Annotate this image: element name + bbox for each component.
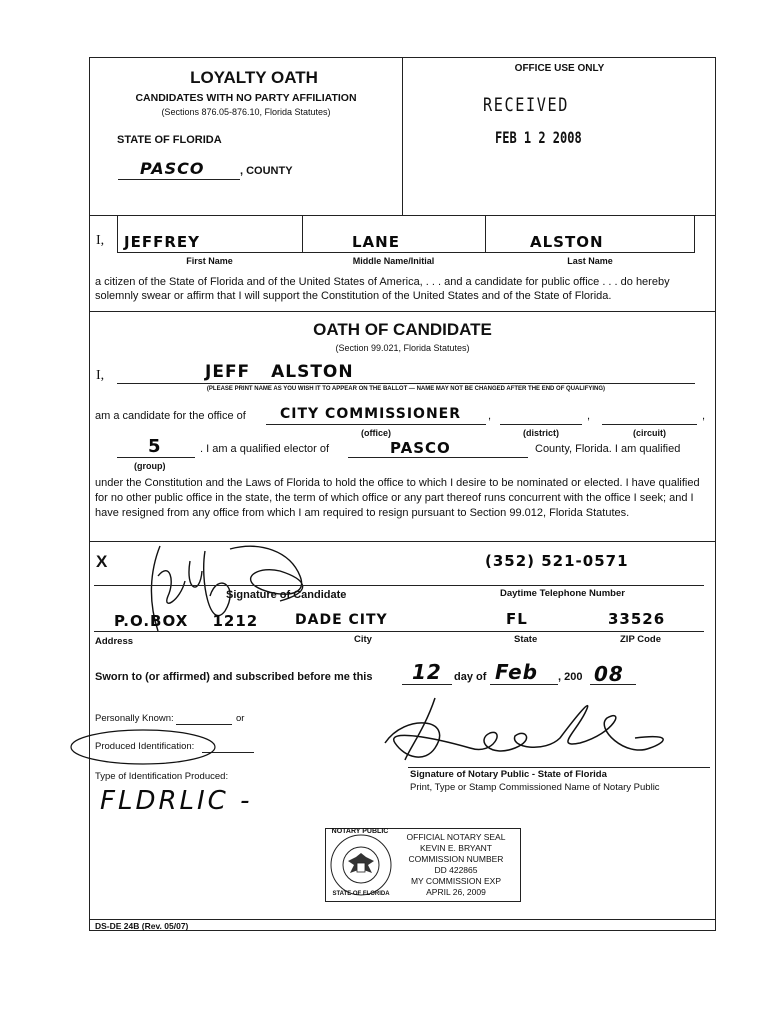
name-box-divider-1: [302, 215, 303, 253]
phone-label: Daytime Telephone Number: [500, 588, 625, 599]
office-underline: [266, 424, 486, 425]
notary-signature-label: Signature of Notary Public - State of Florida: [410, 769, 607, 780]
address-label: Address: [95, 636, 134, 647]
notary-print-label: Print, Type or Stamp Commissioned Name of Notary Public: [410, 782, 660, 793]
notary-signature-underline: [408, 767, 710, 768]
oath-body: under the Constitution and the Laws of Florida to hold the office to which I desire to be nominated or elected. I have qualified for no other public office in the state, the term of which office or any part thereof runs concurrent with the office I seek; and I have resigned from any office from which I am required to resign pursuant to Section 99.012, Florida Statutes.: [95, 477, 700, 519]
sworn-year-underline: [590, 684, 636, 685]
middle-name-label: Middle Name/Initial: [352, 256, 435, 266]
ballot-name-underline: [117, 383, 695, 384]
form-statutes: (Sections 876.05-876.10, Florida Statutes): [161, 107, 331, 117]
notary-eagle-seal: [328, 831, 394, 899]
address-underline: [94, 631, 704, 632]
sworn-day-of: day of: [454, 671, 487, 683]
x-mark: X: [96, 552, 108, 571]
first-name-value: JEFFREY: [124, 233, 200, 251]
office-value: CITY COMMISSIONER: [280, 406, 462, 422]
oath-prefix: I,: [96, 368, 105, 383]
first-name-label: First Name: [186, 256, 233, 266]
office-intro: am a candidate for the office of: [95, 410, 246, 422]
seal-line-1: OFFICIAL NOTARY SEAL: [406, 832, 506, 842]
office-comma-3: ,: [702, 410, 706, 422]
form-number: DS-DE 24B (Rev. 05/07): [95, 921, 189, 931]
circuit-underline: [602, 424, 697, 425]
form-title: LOYALTY OATH: [190, 68, 318, 87]
state-value: FL: [506, 610, 528, 628]
group-value: 5: [148, 436, 162, 457]
group-label: (group): [134, 461, 166, 471]
sworn-day-underline: [402, 684, 452, 685]
personally-known-label: Personally Known:: [95, 713, 174, 724]
produced-id-circle: [68, 726, 218, 768]
sworn-month-value: Feb: [495, 660, 538, 684]
ballot-name-note: (PLEASE PRINT NAME AS YOU WISH IT TO APPEAR ON THE BALLOT — NAME MAY NOT BE CHANGED AFTER THE END OF QUALIFYING): [206, 386, 606, 392]
office-comma-2: ,: [587, 410, 591, 422]
id-type-label: Type of Identification Produced:: [95, 771, 229, 782]
oath-section-rule: [90, 311, 715, 312]
personally-known-underline: [176, 724, 232, 725]
produced-id-label: Produced Identification:: [95, 741, 195, 752]
ballot-name-value: JEFF ALSTON: [205, 362, 354, 382]
state-field-label: State: [514, 634, 538, 645]
office-use-divider: [402, 58, 403, 215]
city-value: DADE CITY: [295, 612, 388, 628]
middle-name-value: LANE: [352, 233, 400, 251]
sworn-text: Sworn to (or affirmed) and subscribed before me this: [95, 671, 373, 683]
notary-seal-stamp: [325, 828, 521, 902]
last-name-value: ALSTON: [530, 233, 604, 251]
seal-line-3: COMMISSION NUMBER: [408, 854, 504, 864]
city-label: City: [354, 634, 372, 645]
sworn-year-prefix: , 200: [558, 671, 583, 683]
office-comma-1: ,: [488, 410, 492, 422]
loyalty-statement: a citizen of the State of Florida and of the United States of America, . . . and a candidate for public office . . . do hereby solemnly swear or affirm that I will support the Constitution of the United States and of the State of Florida.: [95, 276, 670, 302]
county-underline: [118, 179, 240, 180]
oath-statute: (Section 99.021, Florida Statutes): [335, 343, 470, 353]
sworn-year-value: 08: [594, 662, 624, 686]
address-value: P.O.BOX 1212: [114, 612, 259, 630]
seal-ring-top: NOTARY PUBLIC: [331, 828, 389, 835]
seal-ring-bottom: STATE OF FLORIDA: [332, 891, 390, 897]
zip-value: 33526: [608, 610, 666, 628]
district-label: (district): [523, 428, 559, 438]
phone-value: (352) 521-0571: [485, 552, 629, 570]
name-prefix: I,: [96, 233, 105, 248]
county-value: PASCO: [140, 159, 205, 178]
seal-line-6: APRIL 26, 2009: [426, 887, 486, 897]
county-qualified-text: County, Florida. I am qualified: [535, 443, 681, 455]
footer-rule: [90, 919, 715, 920]
circuit-label: (circuit): [632, 428, 666, 438]
elector-county-underline: [348, 457, 528, 458]
form-subtitle: CANDIDATES WITH NO PARTY AFFILIATION: [135, 92, 357, 104]
oath-title: OATH OF CANDIDATE: [313, 320, 492, 339]
elector-county-value: PASCO: [390, 439, 451, 457]
name-box: [117, 215, 695, 253]
received-date-stamp: FEB 1 2 2008: [495, 128, 582, 147]
received-stamp: RECEIVED: [483, 94, 570, 116]
group-underline: [117, 457, 195, 458]
last-name-label: Last Name: [567, 256, 613, 266]
zip-label: ZIP Code: [620, 634, 661, 645]
elector-text: . I am a qualified elector of: [200, 443, 330, 455]
sworn-day-value: 12: [412, 660, 442, 684]
seal-line-2: KEVIN E. BRYANT: [420, 843, 492, 853]
state-label: STATE OF FLORIDA: [117, 134, 222, 146]
or-label: or: [236, 713, 245, 724]
notary-signature: [375, 688, 675, 768]
id-type-value: FLDRLIC -: [100, 786, 253, 816]
name-box-divider-2: [485, 215, 486, 253]
office-label: (office): [361, 428, 391, 438]
loyalty-oath-form: [89, 57, 716, 931]
sworn-month-underline: [490, 684, 558, 685]
seal-line-5: MY COMMISSION EXP: [410, 876, 502, 886]
signature-label: Signature of Candidate: [226, 589, 347, 601]
office-use-label: OFFICE USE ONLY: [514, 63, 605, 74]
seal-line-4: DD 422865: [434, 865, 478, 875]
district-underline: [500, 424, 582, 425]
county-label: , COUNTY: [240, 165, 293, 177]
signature-underline: [94, 585, 704, 586]
